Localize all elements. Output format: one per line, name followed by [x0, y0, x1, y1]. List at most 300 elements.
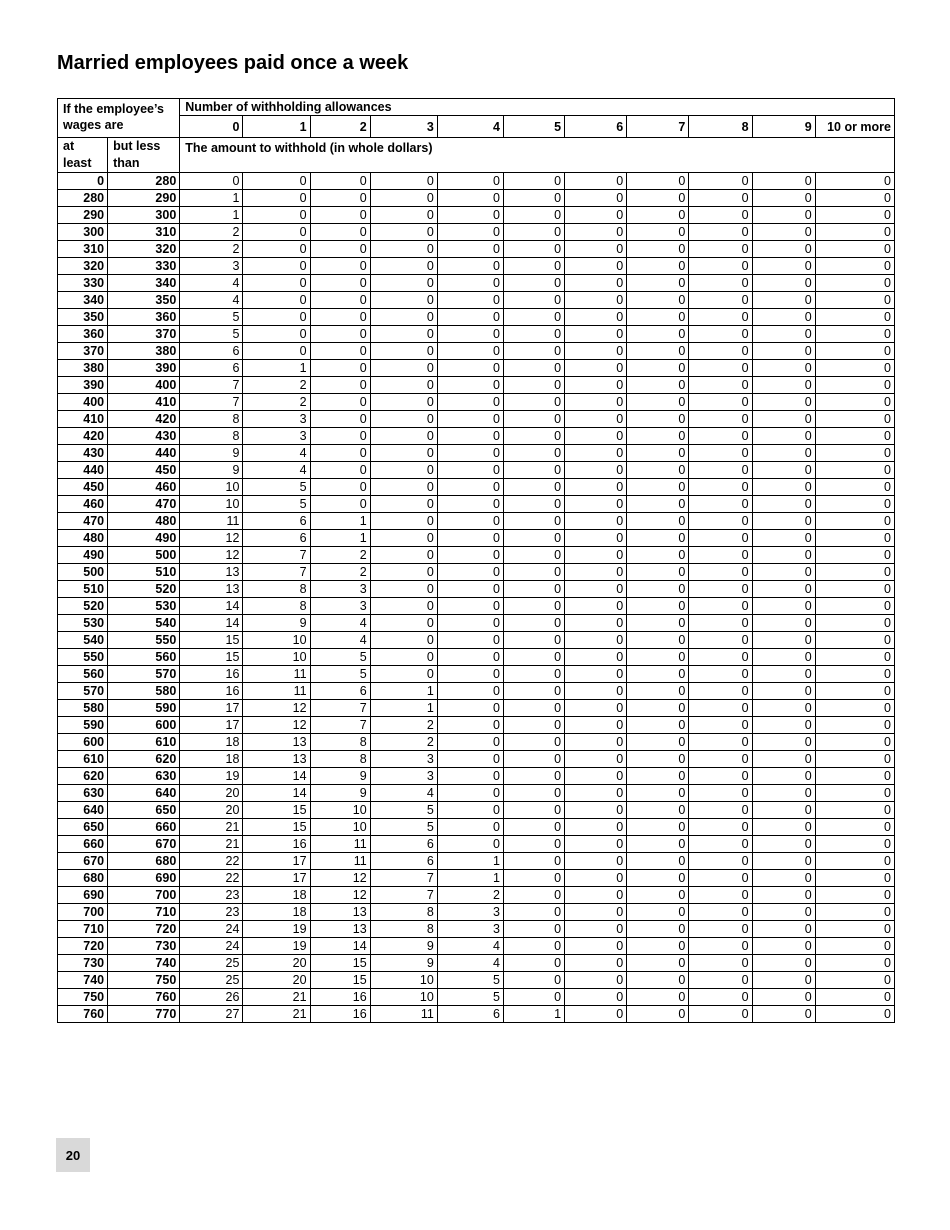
wage-less-than-cell: 540 — [108, 615, 180, 632]
withholding-amount-cell: 0 — [370, 649, 437, 666]
withholding-amount-cell: 0 — [437, 666, 503, 683]
withholding-amount-cell: 0 — [815, 411, 894, 428]
withholding-amount-cell: 0 — [370, 173, 437, 190]
withholding-amount-cell: 0 — [503, 751, 564, 768]
wage-less-than-cell: 640 — [108, 785, 180, 802]
withholding-amount-cell: 0 — [503, 496, 564, 513]
withholding-amount-cell: 0 — [437, 292, 503, 309]
withholding-amount-cell: 0 — [689, 479, 752, 496]
withholding-amount-cell: 0 — [503, 309, 564, 326]
withholding-amount-cell: 14 — [180, 598, 243, 615]
wage-at-least-cell: 700 — [58, 904, 108, 921]
withholding-amount-cell: 0 — [752, 972, 815, 989]
withholding-amount-cell: 0 — [689, 972, 752, 989]
withholding-amount-cell: 0 — [565, 700, 627, 717]
allowance-column-header: 4 — [437, 116, 503, 138]
withholding-amount-cell: 9 — [310, 785, 370, 802]
withholding-amount-cell: 12 — [243, 717, 310, 734]
withholding-amount-cell: 0 — [752, 819, 815, 836]
withholding-amount-cell: 0 — [565, 887, 627, 904]
wage-at-least-cell: 360 — [58, 326, 108, 343]
withholding-amount-cell: 0 — [565, 479, 627, 496]
withholding-amount-cell: 0 — [689, 173, 752, 190]
table-row — [58, 530, 895, 547]
withholding-amount-cell: 0 — [503, 326, 564, 343]
withholding-amount-cell: 26 — [180, 989, 243, 1006]
withholding-amount-cell: 0 — [627, 717, 689, 734]
withholding-amount-cell: 10 — [243, 632, 310, 649]
withholding-amount-cell: 0 — [565, 547, 627, 564]
wage-less-than-cell: 760 — [108, 989, 180, 1006]
withholding-amount-cell: 0 — [437, 547, 503, 564]
withholding-amount-cell: 15 — [310, 972, 370, 989]
withholding-amount-cell: 0 — [689, 241, 752, 258]
wage-at-least-cell: 630 — [58, 785, 108, 802]
withholding-amount-cell: 0 — [627, 241, 689, 258]
withholding-amount-cell: 0 — [689, 666, 752, 683]
withholding-amount-cell: 0 — [815, 734, 894, 751]
withholding-amount-cell: 0 — [627, 921, 689, 938]
withholding-amount-cell: 0 — [815, 853, 894, 870]
withholding-amount-cell: 0 — [370, 411, 437, 428]
withholding-amount-cell: 0 — [689, 887, 752, 904]
withholding-amount-cell: 0 — [437, 428, 503, 445]
withholding-amount-cell: 0 — [752, 411, 815, 428]
withholding-amount-cell: 0 — [752, 683, 815, 700]
table-row — [58, 904, 895, 921]
withholding-amount-cell: 21 — [180, 819, 243, 836]
withholding-amount-cell: 10 — [243, 649, 310, 666]
table-row — [58, 564, 895, 581]
withholding-amount-cell: 0 — [627, 615, 689, 632]
wage-at-least-cell: 740 — [58, 972, 108, 989]
withholding-amount-cell: 0 — [437, 700, 503, 717]
withholding-amount-cell: 0 — [503, 649, 564, 666]
withholding-amount-cell: 0 — [752, 938, 815, 955]
withholding-amount-cell: 17 — [180, 700, 243, 717]
withholding-amount-cell: 0 — [752, 955, 815, 972]
table-row — [58, 173, 895, 190]
withholding-amount-cell: 7 — [243, 564, 310, 581]
withholding-amount-cell: 0 — [565, 224, 627, 241]
table-row — [58, 479, 895, 496]
withholding-amount-cell: 0 — [689, 751, 752, 768]
wage-less-than-cell: 710 — [108, 904, 180, 921]
withholding-amount-cell: 0 — [503, 632, 564, 649]
wage-less-than-cell: 620 — [108, 751, 180, 768]
withholding-amount-cell: 0 — [243, 326, 310, 343]
withholding-amount-cell: 0 — [752, 309, 815, 326]
table-row — [58, 309, 895, 326]
withholding-amount-cell: 22 — [180, 870, 243, 887]
withholding-amount-cell: 0 — [437, 275, 503, 292]
wage-less-than-cell: 520 — [108, 581, 180, 598]
withholding-amount-cell: 0 — [815, 870, 894, 887]
withholding-amount-cell: 0 — [503, 530, 564, 547]
withholding-amount-cell: 15 — [180, 632, 243, 649]
withholding-amount-cell: 0 — [627, 768, 689, 785]
withholding-amount-cell: 0 — [627, 173, 689, 190]
withholding-amount-cell: 14 — [243, 785, 310, 802]
withholding-amount-cell: 0 — [752, 190, 815, 207]
allowance-column-header: 9 — [752, 116, 815, 138]
withholding-amount-cell: 0 — [310, 394, 370, 411]
withholding-amount-cell: 0 — [565, 581, 627, 598]
withholding-amount-cell: 12 — [310, 887, 370, 904]
withholding-amount-cell: 0 — [565, 972, 627, 989]
withholding-amount-cell: 0 — [689, 190, 752, 207]
withholding-amount-cell: 5 — [243, 496, 310, 513]
withholding-amount-cell: 1 — [310, 513, 370, 530]
wage-less-than-cell: 730 — [108, 938, 180, 955]
withholding-amount-cell: 0 — [627, 190, 689, 207]
withholding-amount-cell: 0 — [243, 241, 310, 258]
withholding-amount-cell: 0 — [815, 462, 894, 479]
withholding-amount-cell: 0 — [565, 445, 627, 462]
withholding-amount-cell: 0 — [689, 377, 752, 394]
wage-at-least-cell: 620 — [58, 768, 108, 785]
withholding-amount-cell: 0 — [437, 411, 503, 428]
withholding-amount-cell: 0 — [565, 428, 627, 445]
withholding-amount-cell: 0 — [689, 547, 752, 564]
withholding-amount-cell: 0 — [689, 853, 752, 870]
withholding-amount-cell: 0 — [503, 700, 564, 717]
withholding-amount-cell: 0 — [310, 241, 370, 258]
withholding-amount-cell: 20 — [180, 785, 243, 802]
table-row — [58, 819, 895, 836]
withholding-amount-cell: 13 — [310, 904, 370, 921]
withholding-amount-cell: 0 — [503, 411, 564, 428]
withholding-amount-cell: 4 — [310, 632, 370, 649]
withholding-amount-cell: 10 — [180, 496, 243, 513]
withholding-amount-cell: 0 — [565, 190, 627, 207]
wage-less-than-cell: 310 — [108, 224, 180, 241]
withholding-amount-cell: 4 — [180, 275, 243, 292]
withholding-amount-cell: 19 — [243, 938, 310, 955]
withholding-amount-cell: 9 — [310, 768, 370, 785]
table-row — [58, 292, 895, 309]
withholding-amount-cell: 0 — [437, 496, 503, 513]
withholding-amount-cell: 0 — [752, 343, 815, 360]
wage-at-least-cell: 680 — [58, 870, 108, 887]
withholding-amount-cell: 0 — [752, 734, 815, 751]
withholding-amount-cell: 20 — [243, 972, 310, 989]
wage-at-least-cell: 370 — [58, 343, 108, 360]
withholding-amount-cell: 9 — [180, 462, 243, 479]
withholding-amount-cell: 0 — [565, 632, 627, 649]
withholding-amount-cell: 0 — [437, 615, 503, 632]
withholding-amount-cell: 0 — [565, 360, 627, 377]
withholding-amount-cell: 0 — [437, 326, 503, 343]
withholding-amount-cell: 0 — [565, 377, 627, 394]
wage-less-than-cell: 670 — [108, 836, 180, 853]
wage-less-than-cell: 360 — [108, 309, 180, 326]
withholding-amount-cell: 0 — [437, 683, 503, 700]
withholding-amount-cell: 0 — [815, 649, 894, 666]
withholding-amount-cell: 18 — [243, 887, 310, 904]
withholding-amount-cell: 11 — [243, 666, 310, 683]
withholding-amount-cell: 0 — [627, 513, 689, 530]
allowance-column-header: 7 — [627, 116, 689, 138]
withholding-amount-cell: 2 — [180, 224, 243, 241]
wage-less-than-cell: 700 — [108, 887, 180, 904]
withholding-amount-cell: 0 — [627, 343, 689, 360]
wage-less-than-cell: 750 — [108, 972, 180, 989]
wage-less-than-cell: 720 — [108, 921, 180, 938]
withholding-amount-cell: 0 — [627, 751, 689, 768]
withholding-amount-cell: 0 — [689, 462, 752, 479]
withholding-amount-cell: 27 — [180, 1006, 243, 1023]
withholding-amount-cell: 15 — [180, 649, 243, 666]
wage-at-least-cell: 350 — [58, 309, 108, 326]
withholding-amount-cell: 0 — [627, 462, 689, 479]
withholding-amount-cell: 0 — [503, 258, 564, 275]
table-row — [58, 785, 895, 802]
withholding-amount-cell: 1 — [370, 683, 437, 700]
withholding-amount-cell: 0 — [752, 292, 815, 309]
withholding-amount-cell: 3 — [370, 751, 437, 768]
withholding-amount-cell: 11 — [310, 853, 370, 870]
withholding-amount-cell: 1 — [370, 700, 437, 717]
withholding-amount-cell: 0 — [370, 581, 437, 598]
withholding-amount-cell: 6 — [243, 530, 310, 547]
withholding-amount-cell: 0 — [565, 496, 627, 513]
table-row — [58, 649, 895, 666]
withholding-amount-cell: 13 — [180, 564, 243, 581]
withholding-amount-cell: 0 — [565, 241, 627, 258]
withholding-amount-cell: 7 — [370, 870, 437, 887]
withholding-amount-cell: 0 — [627, 224, 689, 241]
withholding-amount-cell: 18 — [180, 751, 243, 768]
withholding-amount-cell: 2 — [370, 717, 437, 734]
withholding-amount-cell: 0 — [565, 394, 627, 411]
table-row — [58, 802, 895, 819]
withholding-amount-cell: 0 — [243, 173, 310, 190]
withholding-amount-cell: 0 — [627, 428, 689, 445]
allowance-column-header: 8 — [689, 116, 752, 138]
table-row — [58, 717, 895, 734]
table-row — [58, 700, 895, 717]
table-row — [58, 581, 895, 598]
wage-less-than-cell: 600 — [108, 717, 180, 734]
withholding-amount-cell: 0 — [370, 615, 437, 632]
withholding-amount-cell: 0 — [627, 683, 689, 700]
withholding-amount-cell: 5 — [370, 802, 437, 819]
withholding-amount-cell: 0 — [627, 802, 689, 819]
withholding-amount-cell: 0 — [752, 887, 815, 904]
withholding-amount-cell: 0 — [752, 1006, 815, 1023]
withholding-amount-cell: 0 — [815, 955, 894, 972]
withholding-amount-cell: 0 — [815, 887, 894, 904]
withholding-amount-cell: 0 — [310, 258, 370, 275]
withholding-amount-cell: 0 — [815, 309, 894, 326]
page-number: 20 — [56, 1138, 90, 1172]
table-row — [58, 360, 895, 377]
withholding-amount-cell: 0 — [815, 683, 894, 700]
withholding-amount-cell: 0 — [370, 547, 437, 564]
withholding-amount-cell: 23 — [180, 887, 243, 904]
wage-at-least-cell: 650 — [58, 819, 108, 836]
withholding-amount-cell: 8 — [310, 734, 370, 751]
withholding-amount-cell: 0 — [689, 445, 752, 462]
withholding-amount-cell: 0 — [565, 1006, 627, 1023]
withholding-amount-cell: 0 — [503, 989, 564, 1006]
wage-at-least-cell: 560 — [58, 666, 108, 683]
withholding-amount-cell: 0 — [565, 785, 627, 802]
withholding-amount-cell: 0 — [503, 887, 564, 904]
wage-less-than-cell: 280 — [108, 173, 180, 190]
withholding-amount-cell: 0 — [815, 445, 894, 462]
wage-at-least-cell: 640 — [58, 802, 108, 819]
withholding-amount-cell: 0 — [752, 598, 815, 615]
withholding-amount-cell: 0 — [310, 309, 370, 326]
allowance-column-header: 3 — [370, 116, 437, 138]
withholding-amount-cell: 7 — [180, 394, 243, 411]
withholding-amount-cell: 8 — [370, 921, 437, 938]
withholding-amount-cell: 0 — [627, 938, 689, 955]
withholding-amount-cell: 6 — [180, 343, 243, 360]
wage-at-least-cell: 280 — [58, 190, 108, 207]
wage-at-least-cell: 760 — [58, 1006, 108, 1023]
wage-less-than-cell: 690 — [108, 870, 180, 887]
withholding-amount-cell: 0 — [370, 462, 437, 479]
withholding-amount-cell: 15 — [243, 819, 310, 836]
withholding-amount-cell: 6 — [437, 1006, 503, 1023]
table-row — [58, 275, 895, 292]
withholding-amount-cell: 0 — [503, 938, 564, 955]
withholding-amount-cell: 9 — [180, 445, 243, 462]
withholding-amount-cell: 21 — [243, 989, 310, 1006]
withholding-amount-cell: 0 — [752, 785, 815, 802]
withholding-amount-cell: 0 — [565, 649, 627, 666]
wage-less-than-cell: 500 — [108, 547, 180, 564]
withholding-amount-cell: 0 — [689, 258, 752, 275]
withholding-amount-cell: 3 — [437, 921, 503, 938]
withholding-amount-cell: 1 — [437, 853, 503, 870]
withholding-amount-cell: 25 — [180, 972, 243, 989]
withholding-amount-cell: 5 — [437, 989, 503, 1006]
withholding-amount-cell: 0 — [310, 428, 370, 445]
withholding-amount-cell: 0 — [689, 632, 752, 649]
wage-at-least-cell: 480 — [58, 530, 108, 547]
table-row — [58, 972, 895, 989]
wage-at-least-cell: 610 — [58, 751, 108, 768]
withholding-amount-cell: 20 — [243, 955, 310, 972]
wage-less-than-cell: 470 — [108, 496, 180, 513]
wage-less-than-cell: 390 — [108, 360, 180, 377]
withholding-amount-cell: 0 — [815, 428, 894, 445]
withholding-amount-cell: 6 — [370, 853, 437, 870]
withholding-amount-cell: 0 — [627, 632, 689, 649]
wage-at-least-cell: 290 — [58, 207, 108, 224]
withholding-amount-cell: 8 — [243, 598, 310, 615]
withholding-amount-cell: 0 — [565, 564, 627, 581]
withholding-amount-cell: 0 — [565, 173, 627, 190]
allowance-column-header: 1 — [243, 116, 310, 138]
withholding-amount-cell: 0 — [752, 581, 815, 598]
withholding-amount-cell: 20 — [180, 802, 243, 819]
withholding-amount-cell: 0 — [627, 581, 689, 598]
wage-less-than-cell: 530 — [108, 598, 180, 615]
withholding-amount-cell: 0 — [689, 836, 752, 853]
withholding-amount-cell: 0 — [627, 564, 689, 581]
withholding-amount-cell: 0 — [565, 734, 627, 751]
withholding-amount-cell: 0 — [503, 445, 564, 462]
withholding-table — [57, 98, 895, 1023]
withholding-amount-cell: 16 — [180, 666, 243, 683]
withholding-amount-cell: 0 — [503, 666, 564, 683]
withholding-amount-cell: 0 — [627, 853, 689, 870]
withholding-amount-cell: 0 — [437, 462, 503, 479]
table-row — [58, 377, 895, 394]
withholding-amount-cell: 0 — [689, 598, 752, 615]
wage-less-than-cell: 590 — [108, 700, 180, 717]
withholding-amount-cell: 0 — [370, 360, 437, 377]
wage-at-least-cell: 550 — [58, 649, 108, 666]
withholding-amount-cell: 12 — [180, 530, 243, 547]
withholding-amount-cell: 0 — [370, 530, 437, 547]
withholding-amount-cell: 0 — [689, 734, 752, 751]
withholding-amount-cell: 0 — [627, 377, 689, 394]
withholding-amount-cell: 0 — [752, 853, 815, 870]
withholding-amount-cell: 0 — [503, 734, 564, 751]
withholding-amount-cell: 0 — [437, 836, 503, 853]
withholding-amount-cell: 17 — [243, 870, 310, 887]
withholding-amount-cell: 6 — [370, 836, 437, 853]
withholding-amount-cell: 0 — [752, 921, 815, 938]
withholding-amount-cell: 0 — [503, 224, 564, 241]
withholding-amount-cell: 11 — [310, 836, 370, 853]
withholding-amount-cell: 0 — [370, 394, 437, 411]
withholding-amount-cell: 12 — [243, 700, 310, 717]
withholding-amount-cell: 0 — [752, 989, 815, 1006]
wage-at-least-cell: 590 — [58, 717, 108, 734]
withholding-amount-cell: 0 — [565, 853, 627, 870]
withholding-amount-cell: 0 — [503, 785, 564, 802]
withholding-amount-cell: 0 — [565, 462, 627, 479]
withholding-amount-cell: 0 — [503, 598, 564, 615]
withholding-amount-cell: 9 — [243, 615, 310, 632]
withholding-amount-cell: 10 — [180, 479, 243, 496]
withholding-amount-cell: 0 — [689, 428, 752, 445]
wage-at-least-cell: 720 — [58, 938, 108, 955]
wage-less-than-cell: 610 — [108, 734, 180, 751]
wage-at-least-cell: 580 — [58, 700, 108, 717]
withholding-amount-cell: 0 — [503, 921, 564, 938]
withholding-amount-cell: 4 — [437, 938, 503, 955]
withholding-amount-cell: 0 — [565, 938, 627, 955]
withholding-amount-cell: 0 — [627, 870, 689, 887]
withholding-amount-cell: 0 — [437, 173, 503, 190]
withholding-amount-cell: 0 — [815, 921, 894, 938]
wage-at-least-cell: 540 — [58, 632, 108, 649]
withholding-amount-cell: 0 — [565, 802, 627, 819]
withholding-amount-cell: 0 — [503, 683, 564, 700]
allowance-column-header: 2 — [310, 116, 370, 138]
withholding-amount-cell: 0 — [503, 377, 564, 394]
withholding-amount-cell: 0 — [310, 190, 370, 207]
withholding-amount-cell: 21 — [180, 836, 243, 853]
wage-less-than-cell: 290 — [108, 190, 180, 207]
withholding-amount-cell: 0 — [243, 292, 310, 309]
withholding-amount-cell: 0 — [815, 241, 894, 258]
withholding-amount-cell: 16 — [310, 1006, 370, 1023]
withholding-amount-cell: 0 — [370, 241, 437, 258]
withholding-amount-cell: 0 — [815, 972, 894, 989]
withholding-amount-cell: 0 — [815, 547, 894, 564]
withholding-amount-cell: 0 — [370, 326, 437, 343]
wage-less-than-cell: 400 — [108, 377, 180, 394]
